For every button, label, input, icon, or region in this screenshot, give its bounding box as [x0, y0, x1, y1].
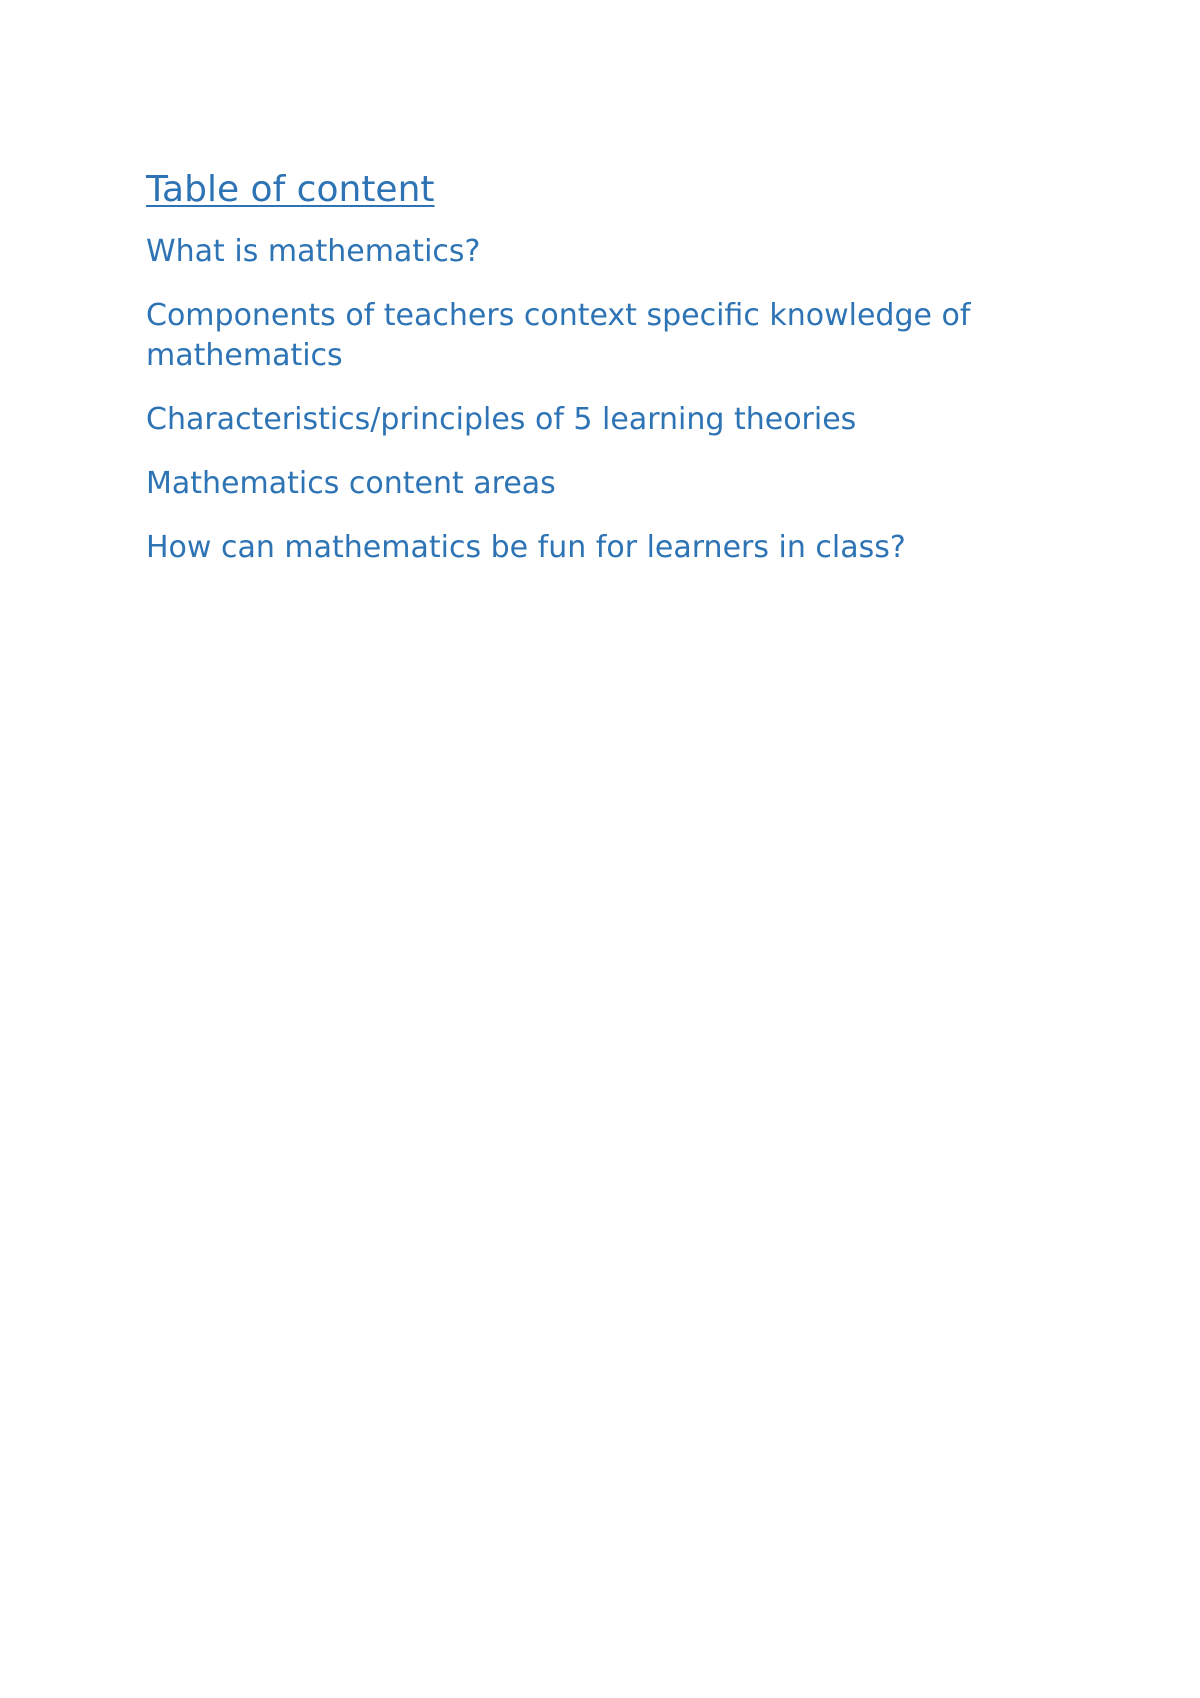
table-of-contents	[146, 168, 1086, 592]
toc-list	[146, 232, 1086, 568]
toc-item-learning-theories: Characteristics/principles of 5 learning theories	[146, 402, 857, 437]
toc-item-components-knowledge: Components of teachers context specific knowledge of mathematics	[146, 298, 971, 373]
toc-item-what-is-mathematics: What is mathematics?	[146, 234, 481, 269]
toc-heading: Table of content	[146, 169, 435, 210]
toc-item-fun-for-learners: How can mathematics be fun for learners in class?	[146, 530, 906, 565]
toc-item-content-areas: Mathematics content areas	[146, 466, 556, 501]
